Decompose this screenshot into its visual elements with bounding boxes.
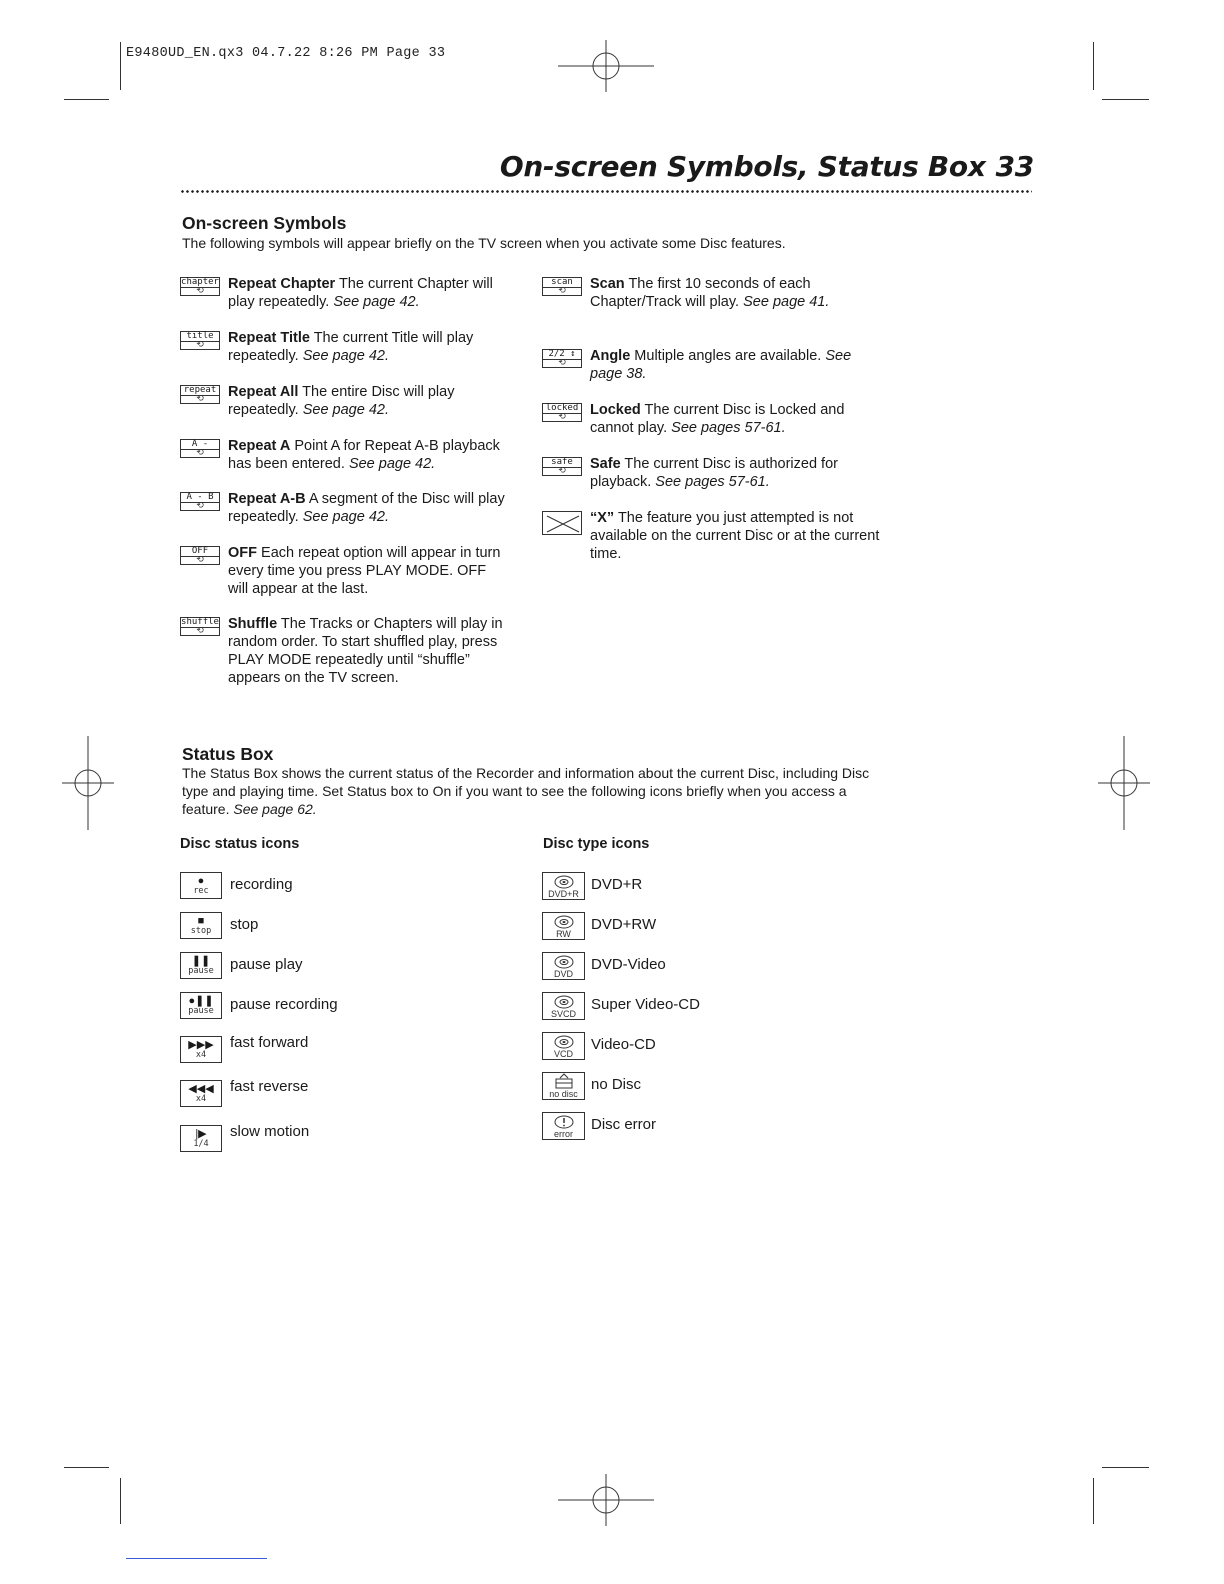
scan-icon	[542, 277, 582, 296]
symbol-text: The current Disc is authorized for playback.	[590, 456, 838, 490]
status-icon-caption: pause	[188, 966, 214, 976]
repeat-glyph-icon: ⟲	[558, 465, 566, 475]
status-intro-text: The Status Box shows the current status of the Recorder and information about the current Disc, including Disc type and playing time. Set Status box to On if you want to see the following icons briefly when you access a feature.	[182, 765, 870, 817]
repeat-a-icon	[180, 439, 220, 458]
status-icon-caption: rec	[193, 886, 209, 896]
symbol-title: Repeat All	[228, 384, 299, 400]
symbol-title: Safe	[590, 456, 621, 472]
symbol-description	[590, 275, 880, 311]
shuffle-icon	[180, 617, 220, 636]
symbol-description	[228, 383, 508, 419]
status-label: fast forward	[230, 1034, 309, 1051]
disc-type-icon-no-Disc	[542, 1072, 585, 1100]
symbol-see-page: See pages 57-61.	[671, 420, 786, 436]
symbol-text: The current Chapter will play repeatedly.	[228, 276, 493, 310]
symbol-text: Each repeat option will appear in turn every time you press PLAY MODE. OFF will appear at the last.	[228, 545, 501, 597]
symbol-text: A segment of the Disc will play repeatedly.	[228, 491, 505, 525]
symbol-title: Repeat A	[228, 438, 291, 454]
repeat-glyph-icon: ⟲	[558, 357, 566, 367]
symbol-see-page: See page 42.	[302, 348, 389, 364]
onscreen-intro: The following symbols will appear briefly on the TV screen when you activate some Disc features.	[182, 235, 786, 251]
page-number: 33	[995, 150, 1034, 183]
crop-mark	[1102, 1467, 1149, 1468]
disc-status-icons-title: Disc status icons	[180, 836, 300, 852]
crop-mark	[1093, 42, 1094, 90]
symbol-see-page: See page 42.	[302, 509, 389, 525]
registration-mark-bottom	[558, 1474, 654, 1526]
status-icon-caption: stop	[190, 926, 212, 936]
status-icon-slow-motion	[180, 1125, 222, 1152]
status-icon-pause-recording	[180, 992, 222, 1019]
repeat-glyph-icon: ⟲	[196, 500, 204, 510]
disc-type-caption: DVD	[553, 969, 573, 979]
status-label: fast reverse	[230, 1078, 309, 1095]
symbol-description	[228, 544, 508, 598]
symbol-title: Repeat A-B	[228, 491, 306, 507]
icon-label: safe	[542, 457, 582, 468]
x-cross-icon	[543, 512, 583, 536]
dotted-rule	[180, 190, 1032, 193]
symbol-description	[590, 455, 880, 491]
disc-type-icon-Super-Video-CD	[542, 992, 585, 1020]
repeat-title-icon	[180, 331, 220, 350]
icon-label: A - B	[180, 492, 220, 503]
repeat-all-icon	[180, 385, 220, 404]
bottom-link-rule	[126, 1558, 267, 1559]
status-label: stop	[230, 916, 259, 933]
icon-label: A -	[180, 439, 220, 450]
status-icon-caption: 1/4	[193, 1139, 209, 1149]
symbol-title: Shuffle	[228, 616, 278, 632]
repeat-chapter-icon	[180, 277, 220, 296]
symbol-title: Angle	[590, 348, 631, 364]
symbol-see-page: See page 42.	[302, 402, 389, 418]
symbol-see-page: See page 38.	[590, 348, 852, 382]
safe-icon	[542, 457, 582, 476]
status-glyph-icon: ❚❚	[191, 955, 211, 967]
page-title-text: On-screen Symbols, Status Box	[499, 150, 986, 183]
crop-mark	[64, 1467, 109, 1468]
status-glyph-icon: ■	[197, 915, 205, 927]
disc-type-label: DVD-Video	[591, 956, 666, 973]
crop-mark	[1102, 99, 1149, 100]
locked-icon	[542, 403, 582, 422]
status-glyph-icon: ●❚❚	[188, 995, 214, 1007]
symbol-title: Repeat Title	[228, 330, 310, 346]
repeat-off-icon	[180, 546, 220, 565]
crop-mark	[120, 1478, 121, 1524]
symbol-description	[590, 347, 880, 383]
symbol-text: The current Disc is Locked and cannot play.	[590, 402, 845, 436]
symbol-description	[228, 329, 508, 365]
registration-mark-left	[62, 736, 114, 830]
repeat-glyph-icon: ⟲	[558, 411, 566, 421]
icon-label: scan	[542, 277, 582, 288]
registration-mark-right	[1098, 736, 1150, 830]
symbol-description	[228, 275, 508, 311]
symbol-title: Scan	[590, 276, 625, 292]
status-icon-caption: pause	[188, 1006, 214, 1016]
repeat-glyph-icon: ⟲	[196, 285, 204, 295]
status-icon-recording	[180, 872, 222, 899]
x-unavailable-icon	[542, 511, 582, 535]
disc-type-icon-Video-CD	[542, 1032, 585, 1060]
crop-mark	[64, 99, 109, 100]
icon-label: 2/2 ↕	[542, 349, 582, 360]
repeat-glyph-icon: ⟲	[196, 554, 204, 564]
status-intro	[182, 764, 882, 818]
symbol-title: OFF	[228, 545, 257, 561]
angle-icon	[542, 349, 582, 368]
icon-label: OFF	[180, 546, 220, 557]
repeat-glyph-icon: ⟲	[196, 625, 204, 635]
symbol-see-page: See page 42.	[348, 456, 436, 472]
disc-type-label: no Disc	[591, 1076, 642, 1093]
status-icon-fast-reverse	[180, 1080, 222, 1107]
disc-type-label: Disc error	[591, 1116, 657, 1133]
symbol-text: The feature you just attempted is not available on the current Disc or at the current time.	[590, 510, 880, 562]
repeat-glyph-icon: ⟲	[558, 285, 566, 295]
symbol-text: The current Title will play repeatedly.	[228, 330, 474, 364]
status-icon-caption: x4	[195, 1050, 207, 1060]
status-icon-stop	[180, 912, 222, 939]
status-icon-fast-forward	[180, 1036, 222, 1063]
symbol-see-page: See page 42.	[333, 294, 420, 310]
symbol-description	[590, 509, 880, 563]
symbol-title: “X”	[590, 510, 615, 526]
status-glyph-icon: ●	[197, 875, 205, 887]
symbol-description	[590, 401, 880, 437]
status-icon-caption: x4	[195, 1094, 207, 1104]
print-slug: E9480UD_EN.qx3 04.7.22 8:26 PM Page 33	[126, 46, 446, 61]
disc-type-icon-Disc-error	[542, 1112, 585, 1140]
onscreen-heading: On-screen Symbols	[182, 213, 347, 233]
icon-label: repeat	[180, 385, 220, 396]
symbol-description	[228, 490, 508, 526]
symbol-title: Locked	[590, 402, 641, 418]
status-glyph-icon: ▶▶▶	[188, 1039, 214, 1051]
status-glyph-icon: ◀◀◀	[188, 1083, 214, 1095]
icon-label: shuffle	[181, 617, 219, 627]
disc-type-icon-DVD+RW	[542, 912, 585, 940]
repeat-ab-icon	[180, 492, 220, 511]
disc-type-caption: error	[553, 1129, 573, 1139]
status-label: pause play	[230, 956, 303, 973]
disc-type-label: DVD+RW	[591, 916, 657, 933]
status-label: slow motion	[230, 1123, 310, 1140]
disc-type-caption: SVCD	[550, 1009, 576, 1019]
repeat-glyph-icon: ⟲	[196, 339, 204, 349]
symbol-text: Point A for Repeat A-B playback has been entered.	[228, 438, 500, 472]
symbol-title: Repeat Chapter	[228, 276, 336, 292]
status-intro-see: See page 62.	[233, 801, 317, 817]
status-label: recording	[230, 876, 293, 893]
disc-type-caption: RW	[556, 929, 571, 939]
crop-mark	[120, 42, 121, 90]
status-heading: Status Box	[182, 744, 274, 764]
registration-mark-top	[558, 40, 654, 92]
page-title	[500, 150, 1034, 183]
icon-label: locked	[542, 403, 582, 414]
symbol-text: The entire Disc will play repeatedly.	[228, 384, 455, 418]
disc-type-label: DVD+R	[591, 876, 643, 893]
repeat-glyph-icon: ⟲	[196, 447, 204, 457]
disc-type-caption: VCD	[553, 1049, 573, 1059]
disc-type-label: Super Video-CD	[591, 996, 700, 1013]
disc-type-icon-DVD-Video	[542, 952, 585, 980]
status-label: pause recording	[230, 996, 338, 1013]
disc-type-caption: no disc	[549, 1089, 578, 1099]
crop-mark	[1093, 1478, 1094, 1524]
disc-type-label: Video-CD	[591, 1036, 656, 1053]
symbol-text: Multiple angles are available.	[630, 348, 826, 364]
symbol-see-page: See page 41.	[743, 294, 830, 310]
disc-type-icons-title: Disc type icons	[543, 836, 650, 852]
disc-type-caption: DVD+R	[548, 889, 579, 899]
symbol-text: The first 10 seconds of each Chapter/Track will play.	[590, 276, 811, 310]
repeat-glyph-icon: ⟲	[196, 393, 204, 403]
icon-label: chapter	[181, 277, 219, 287]
symbol-text: The Tracks or Chapters will play in random order. To start shuffled play, press PLAY MODE repeatedly until “shuffle” appears on the TV screen.	[228, 616, 503, 686]
status-icon-pause-play	[180, 952, 222, 979]
symbol-description	[228, 615, 508, 687]
disc-type-icon-DVD+R	[542, 872, 585, 900]
symbol-description	[228, 437, 508, 473]
icon-label: title	[180, 331, 220, 342]
symbol-see-page: See pages 57-61.	[655, 474, 770, 490]
status-glyph-icon: |▶	[195, 1128, 207, 1140]
